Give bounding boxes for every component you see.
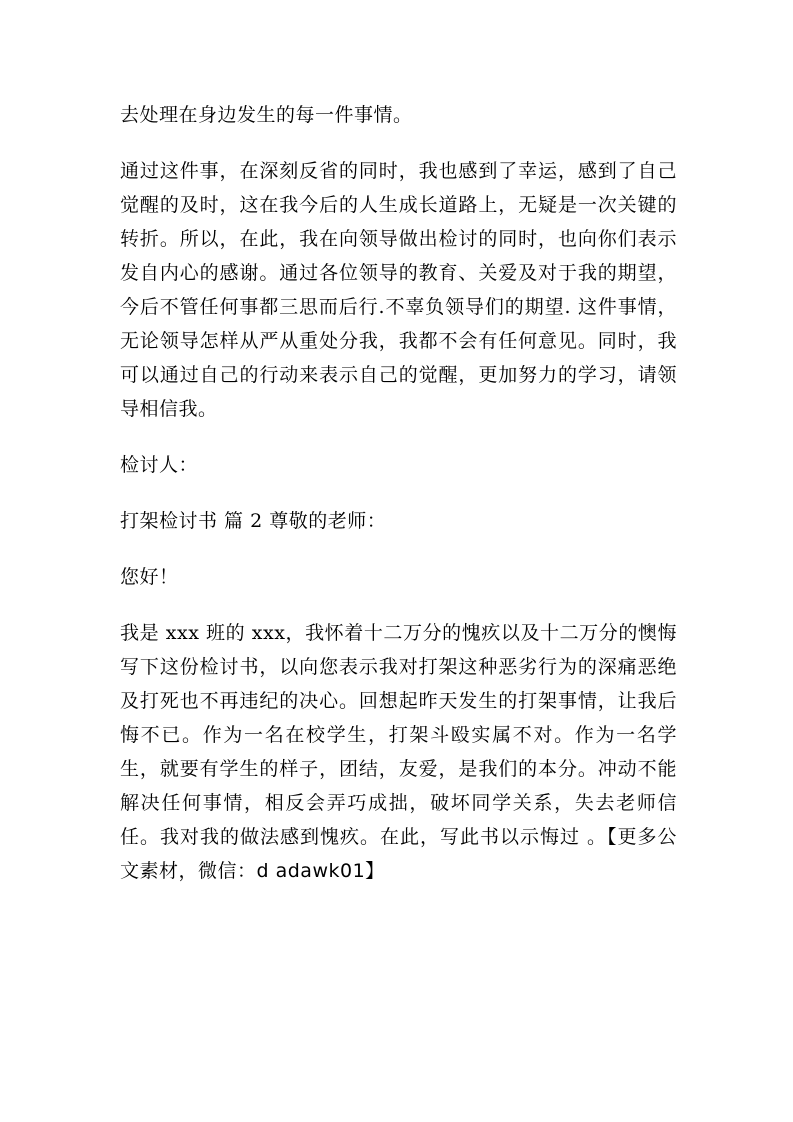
- document-body: [120, 98, 677, 910]
- apology-text: 我是 xxx 班的 xxx，我怀着十二万分的愧疚以及十二万分的懊悔写下这份检讨书，以向您表示我对打架这种恶劣行为的深痛恶绝及打死也不再违纪的决心。回想起昨天发生的打架事情，让我后悔不已。作为一名在校学生，打架斗殴实属不对。作为一名学生，就要有学生的样子，团结，友爱，是我们的本分。冲动不能解决任何事情，相反会弄巧成拙，破坏同学关系，失去老师信任。我对我的做法感到愧疚。在此，写此书以示悔过 。: [120, 622, 677, 848]
- paragraph-reflection: 通过这件事，在深刻反省的同时，我也感到了幸运，感到了自己觉醒的及时，这在我今后的人生成长道路上，无疑是一次关键的转折。所以，在此，我在向领导做出检讨的同时，也向你们表示发自内心的感谢。通过各位领导的教育、关爱及对于我的期望，今后不管任何事都三思而后行.不辜负领导们的期望. 这件事情，无论领导怎样从严从重处分我，我都不会有任何意见。同时，我可以通过自己的行动来表示自己的觉醒，更加努力的学习，请领导相信我。: [120, 160, 677, 420]
- paragraph-apology: [120, 616, 677, 888]
- signature-label: 检讨人：: [120, 454, 199, 476]
- paragraph-continuation: 去处理在身边发生的每一件事情。: [120, 104, 413, 126]
- section-heading: 打架检讨书 篇 2 尊敬的老师：: [120, 510, 387, 532]
- greeting: 您好！: [120, 566, 179, 588]
- promo-note: 【更多公文素材，微信：d adawk01】: [120, 826, 677, 882]
